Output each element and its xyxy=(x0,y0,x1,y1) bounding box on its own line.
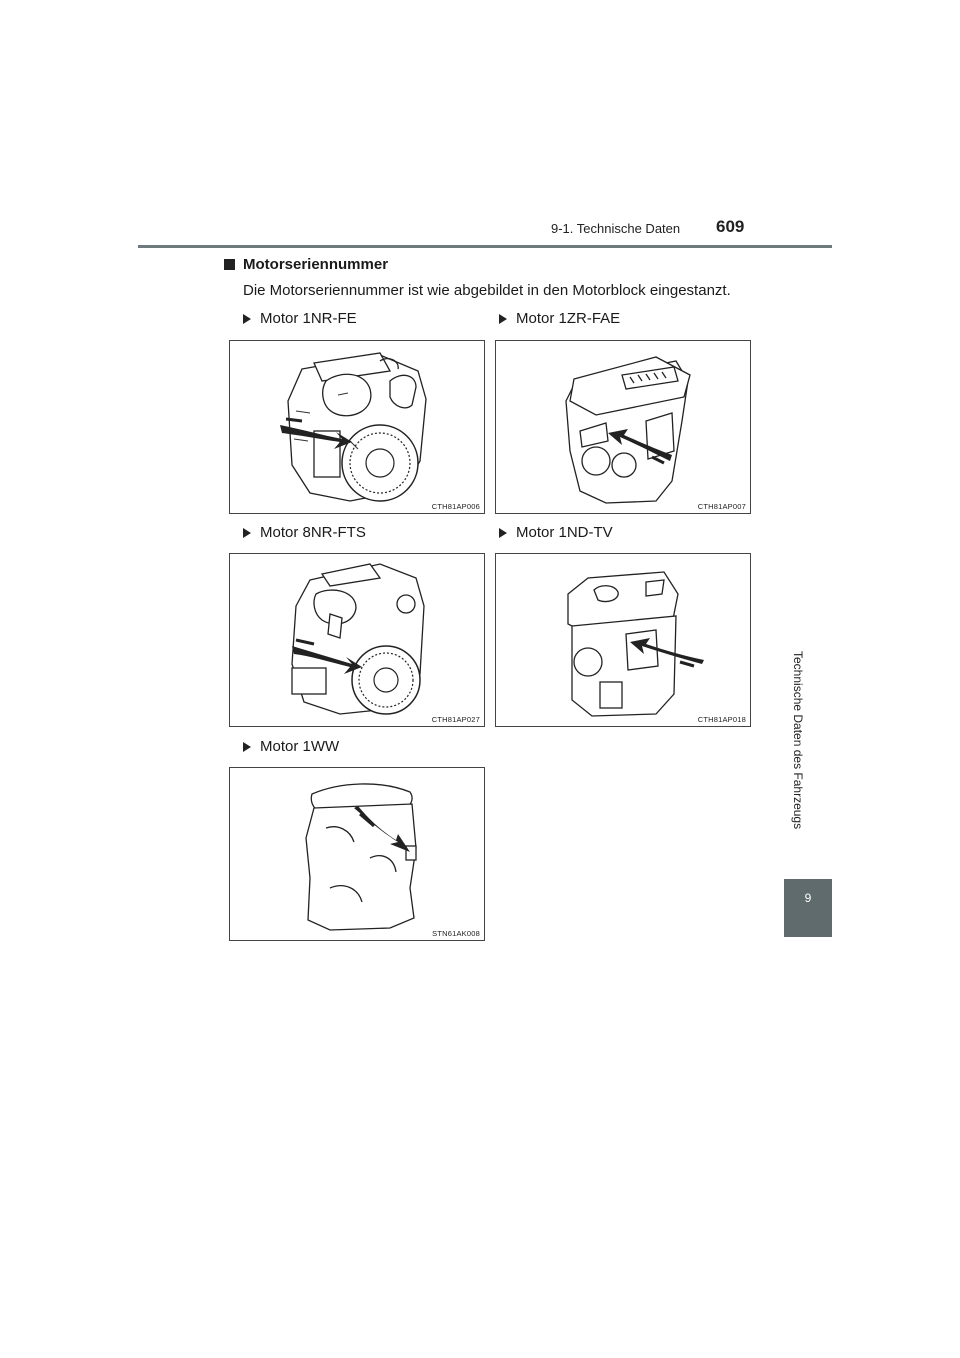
engine-illustration-8nr-fts xyxy=(229,553,485,727)
engine-caption xyxy=(243,310,357,327)
engine-illustration-1zr-fae xyxy=(495,340,751,514)
engine-drawing xyxy=(230,341,484,513)
triangle-bullet-icon xyxy=(243,314,251,324)
chapter-tab xyxy=(784,879,832,937)
engine-caption-text: Motor 8NR-FTS xyxy=(260,524,366,541)
engine-drawing xyxy=(496,341,750,513)
running-header-section: 9-1. Technische Daten xyxy=(551,221,681,236)
engine-illustration-1nd-tv xyxy=(495,553,751,727)
engine-caption-text: Motor 1ZR-FAE xyxy=(516,310,621,327)
triangle-bullet-icon xyxy=(499,314,507,324)
engine-illustration-1nr-fe xyxy=(229,340,485,514)
engine-caption-text: Motor 1ND-TV xyxy=(516,524,613,541)
engine-caption-text: Motor 1NR-FE xyxy=(260,310,357,327)
header-rule xyxy=(138,245,832,248)
engine-caption xyxy=(243,524,366,541)
section-title xyxy=(224,256,388,273)
chapter-number: 9 xyxy=(804,891,812,905)
figure-code: CTH81AP007 xyxy=(697,502,746,511)
figure-code: CTH81AP027 xyxy=(431,715,480,724)
engine-illustration-1ww xyxy=(229,767,485,941)
figure-code: CTH81AP006 xyxy=(431,502,480,511)
page-number: 609 xyxy=(716,217,745,236)
engine-drawing xyxy=(230,554,484,726)
section-description: Die Motorseriennummer ist wie abgebildet in den Motorblock eingestanzt. xyxy=(243,282,731,299)
chapter-side-label: Technische Daten des Fahrzeugs xyxy=(791,650,805,830)
engine-caption xyxy=(243,738,339,755)
section-title-text: Motorseriennummer xyxy=(243,256,389,273)
engine-caption xyxy=(499,524,613,541)
figure-code: STN61AK008 xyxy=(432,929,480,938)
engine-drawing xyxy=(230,768,484,940)
figure-code: CTH81AP018 xyxy=(697,715,746,724)
engine-caption-text: Motor 1WW xyxy=(260,738,340,755)
triangle-bullet-icon xyxy=(243,742,251,752)
triangle-bullet-icon xyxy=(243,528,251,538)
engine-drawing xyxy=(496,554,750,726)
square-bullet-icon xyxy=(224,259,235,270)
triangle-bullet-icon xyxy=(499,528,507,538)
engine-caption xyxy=(499,310,620,327)
